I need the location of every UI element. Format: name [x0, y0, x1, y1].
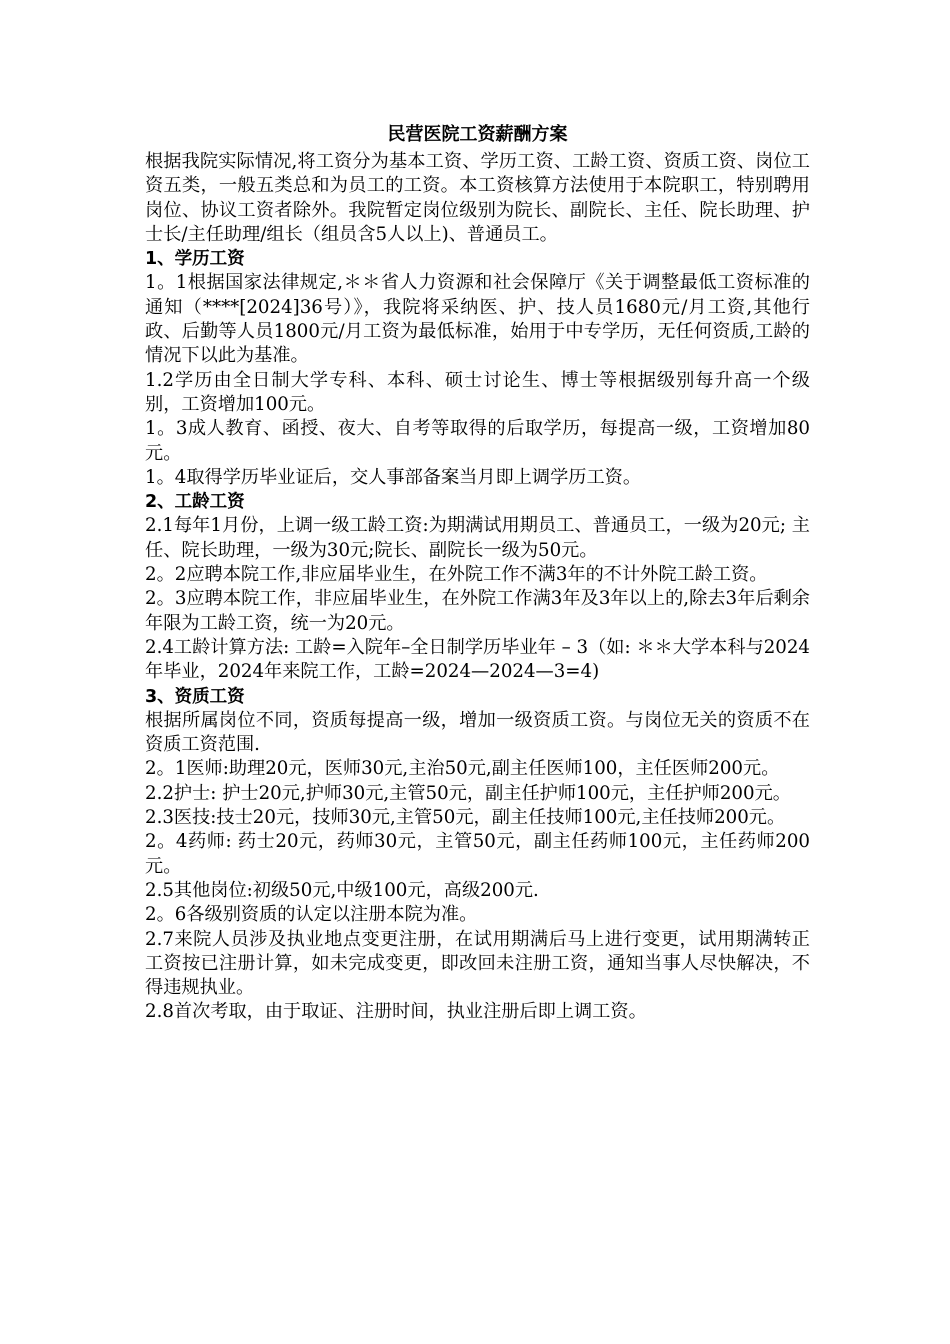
- document-title: 民营医院工资薪酬方案: [387, 124, 568, 145]
- section-qualification-wage: [145, 685, 810, 1025]
- section-seniority-wage: [145, 490, 810, 684]
- section-heading: 3、资质工资: [145, 686, 245, 707]
- intro-paragraph: 根据我院实际情况,将工资分为基本工资、学历工资、工龄工资、资质工资、岗位工资五类，一般五类总和为员工的工资。本工资核算方法使用于本院职工，特别聘用岗位、协议工资者除外。我院暂定岗位级别为院长、副院长、主任、院长助理、护士长/主任助理/组长（组员含5人以上)、普通员工。: [145, 151, 810, 245]
- section-paragraph: 2。6各级别资质的认定以注册本院为准。: [145, 904, 478, 926]
- section-paragraph: 2.3医技:技士20元，技师30元,主管50元，副主任技师100元,主任技师200元。: [145, 807, 786, 829]
- section-paragraph: 根据所属岗位不同，资质每提高一级，增加一级资质工资。与岗位无关的资质不在资质工资范围.: [145, 709, 810, 756]
- section-heading: 1、学历工资: [145, 249, 245, 270]
- section-paragraph: 2.4工龄计算方法: 工龄=入院年–全日制学历毕业年 – 3（如: ＊＊大学本科与2024年毕业，2024年来院工作，工龄=2024—2024—3=4): [145, 636, 810, 683]
- section-education-wage: [145, 247, 810, 490]
- section-paragraph: 2.1每年1月份，上调一级工龄工资:为期满试用期员工、普通员工，一级为20元; 主任、院长助理，一级为30元;院长、副院长一级为50元。: [145, 515, 810, 561]
- section-paragraph: 2。2应聘本院工作,非应届毕业生，在外院工作不满3年的不计外院工龄工资。: [145, 564, 768, 586]
- section-paragraph: 1。1根据国家法律规定,＊＊省人力资源和社会保障厅《关于调整最低工资标准的通知（****[2024]36号）》，我院将采纳医、护、技人员1680元/月工资,其他行政、后勤等人员1800元/月工资为最低标准，始用于中专学历，无任何资质,工龄的情况下以此为基准。: [145, 272, 810, 367]
- section-paragraph: 2。4药师: 药士20元，药师30元，主管50元，副主任药师100元，主任药师200元。: [145, 831, 810, 877]
- section-paragraph: 2.2护士: 护士20元,护师30元,主管50元，副主任护师100元，主任护师200元。: [145, 782, 791, 804]
- section-paragraph: 2。1医师:助理20元，医师30元,主治50元,副主任医师100，主任医师200元。: [145, 758, 780, 780]
- section-paragraph: 1。3成人教育、函授、夜大、自考等取得的后取学历，每提高一级，工资增加80元。: [145, 418, 810, 464]
- section-paragraph: 1.2学历由全日制大学专科、本科、硕士讨论生、博士等根据级别每升高一个级别，工资增加100元。: [145, 369, 810, 415]
- section-paragraph: 2.8首次考取，由于取证、注册时间，执业注册后即上调工资。: [145, 1001, 647, 1023]
- section-paragraph: 2.7来院人员涉及执业地点变更注册，在试用期满后马上进行变更，试用期满转正工资按已注册计算，如未完成变更，即改回未注册工资，通知当事人尽快解决，不得违规执业。: [145, 928, 810, 999]
- document-page: [145, 119, 810, 1025]
- section-paragraph: 1。4取得学历毕业证后，交人事部备案当月即上调学历工资。: [145, 466, 642, 488]
- section-paragraph: 2.5其他岗位:初级50元,中级100元，高级200元.: [145, 879, 539, 901]
- section-paragraph: 2。3应聘本院工作，非应届毕业生，在外院工作满3年及3年以上的,除去3年后剩余年限为工龄工资，统一为20元。: [145, 588, 810, 634]
- section-heading: 2、工龄工资: [145, 492, 245, 513]
